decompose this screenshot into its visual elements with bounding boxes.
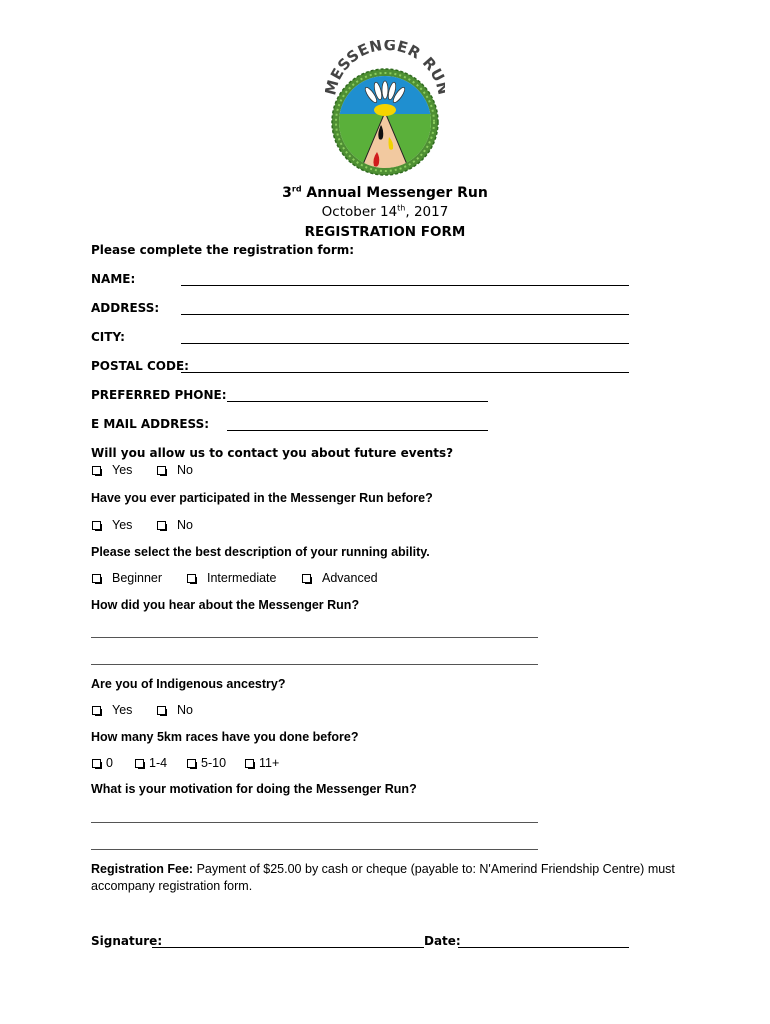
date-label: Date: bbox=[424, 934, 461, 948]
fee-text: Payment of $25.00 by cash or cheque (payable to: N'Amerind Friendship Centre) must accompany registration form. bbox=[91, 862, 675, 893]
contact-no-option[interactable]: No bbox=[157, 463, 193, 477]
checkbox-icon bbox=[92, 706, 101, 715]
motivation-answer-line-1[interactable] bbox=[91, 822, 538, 823]
motivation-question: What is your motivation for doing the Messenger Run? bbox=[91, 782, 417, 796]
name-label: NAME: bbox=[91, 272, 136, 286]
address-input-line[interactable] bbox=[181, 314, 629, 315]
registration-fee-note bbox=[91, 861, 691, 895]
postal-code-label: POSTAL CODE: bbox=[91, 359, 189, 373]
participated-question: Have you ever participated in the Messenger Run before? bbox=[91, 491, 433, 505]
phone-input-line[interactable] bbox=[227, 401, 488, 402]
logo-graphic bbox=[325, 40, 445, 180]
participated-yes-option[interactable]: Yes bbox=[92, 518, 132, 532]
email-label: E MAIL ADDRESS: bbox=[91, 417, 210, 431]
ability-intermediate-option[interactable]: Intermediate bbox=[187, 571, 276, 585]
races-1-4-option[interactable]: 1-4 bbox=[135, 756, 167, 770]
fee-label: Registration Fee: bbox=[91, 862, 194, 876]
checkbox-icon bbox=[92, 466, 101, 475]
postal-code-input-line[interactable] bbox=[181, 372, 629, 373]
email-input-line[interactable] bbox=[227, 430, 488, 431]
checkbox-icon bbox=[245, 759, 254, 768]
contact-yes-option[interactable]: Yes bbox=[92, 463, 132, 477]
instructions: Please complete the registration form: bbox=[91, 243, 355, 257]
checkbox-icon bbox=[92, 574, 101, 583]
hear-answer-line-1[interactable] bbox=[91, 637, 538, 638]
date-input-line[interactable] bbox=[458, 947, 629, 948]
indigenous-question: Are you of Indigenous ancestry? bbox=[91, 677, 286, 691]
ability-advanced-option[interactable]: Advanced bbox=[302, 571, 378, 585]
checkbox-icon bbox=[187, 574, 196, 583]
races-0-option[interactable]: 0 bbox=[92, 756, 113, 770]
races-question: How many 5km races have you done before? bbox=[91, 730, 359, 744]
indigenous-no-option[interactable]: No bbox=[157, 703, 193, 717]
signature-label: Signature: bbox=[91, 934, 163, 948]
checkbox-icon bbox=[157, 706, 166, 715]
city-label: CITY: bbox=[91, 330, 125, 344]
indigenous-yes-option[interactable]: Yes bbox=[92, 703, 132, 717]
checkbox-icon bbox=[92, 521, 101, 530]
signature-input-line[interactable] bbox=[152, 947, 424, 948]
races-5-10-option[interactable]: 5-10 bbox=[187, 756, 226, 770]
event-date: October 14th, 2017 bbox=[321, 203, 449, 220]
hear-question: How did you hear about the Messenger Run? bbox=[91, 598, 360, 612]
event-title: 3rd Annual Messenger Run bbox=[282, 184, 488, 201]
checkbox-icon bbox=[302, 574, 311, 583]
motivation-answer-line-2[interactable] bbox=[91, 849, 538, 850]
contact-question: Will you allow us to contact you about future events? bbox=[91, 446, 454, 460]
checkbox-icon bbox=[157, 521, 166, 530]
logo-arc-text: ESSENGER R bbox=[326, 40, 441, 84]
races-11-plus-option[interactable]: 11+ bbox=[245, 756, 279, 770]
city-input-line[interactable] bbox=[181, 343, 629, 344]
form-title: REGISTRATION FORM bbox=[304, 224, 466, 240]
checkbox-icon bbox=[157, 466, 166, 475]
phone-label: PREFERRED PHONE: bbox=[91, 388, 227, 402]
ability-beginner-option[interactable]: Beginner bbox=[92, 571, 162, 585]
checkbox-icon bbox=[187, 759, 196, 768]
checkbox-icon bbox=[92, 759, 101, 768]
address-label: ADDRESS: bbox=[91, 301, 160, 315]
ability-question: Please select the best description of your running ability. bbox=[91, 545, 430, 559]
checkbox-icon bbox=[135, 759, 144, 768]
hear-answer-line-2[interactable] bbox=[91, 664, 538, 665]
name-input-line[interactable] bbox=[181, 285, 629, 286]
participated-no-option[interactable]: No bbox=[157, 518, 193, 532]
messenger-run-logo bbox=[325, 40, 445, 180]
